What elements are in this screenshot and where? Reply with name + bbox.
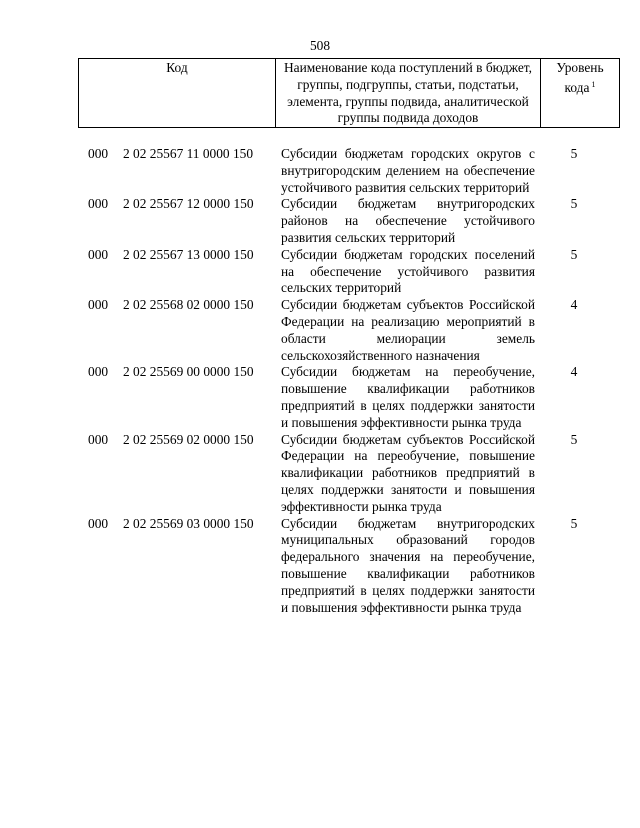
row-level: 5 xyxy=(570,431,578,447)
row-level: 4 xyxy=(570,364,578,380)
table-header xyxy=(78,58,620,128)
header-level xyxy=(541,59,620,128)
row-agency-code: 000 xyxy=(88,431,109,447)
row-income-code: 2 02 25568 02 0000 150 xyxy=(123,297,254,313)
table-body xyxy=(0,146,640,616)
table-row xyxy=(0,432,640,516)
row-name: Субсидии бюджетам городских поселений на обеспечение устойчивого развития сельских территорий xyxy=(281,246,535,296)
row-income-code: 2 02 25567 13 0000 150 xyxy=(123,246,254,262)
row-name: Субсидии бюджетам на переобучение, повышение квалификации работников предприятий в целях поддержки занятости и повышения эффективности рынка труда xyxy=(281,364,535,430)
row-level: 5 xyxy=(570,196,578,212)
header-level-footnote: 1 xyxy=(591,79,596,89)
header-name-label: Наименование кода поступлений в бюджет, группы, подгруппы, статьи, подстатьи, элемента, группы подвида, аналитической группы подвида доходов xyxy=(284,60,532,126)
header-code-label: Код xyxy=(166,60,188,75)
row-level: 4 xyxy=(570,297,578,313)
row-name: Субсидии бюджетам субъектов Российской Федерации на реализацию мероприятий в области мелиорации земель сельскохозяйственного назначения xyxy=(281,297,535,363)
row-name: Субсидии бюджетам внутригородских районов на обеспечение устойчивого развития сельских территорий xyxy=(281,196,535,245)
row-agency-code: 000 xyxy=(88,364,109,380)
row-agency-code: 000 xyxy=(88,146,109,161)
row-level: 5 xyxy=(570,146,578,161)
row-agency-code: 000 xyxy=(88,515,109,531)
table-row xyxy=(0,196,640,246)
header-level-line1: Уровень xyxy=(556,60,604,75)
row-income-code: 2 02 25567 11 0000 150 xyxy=(123,146,254,161)
row-name: Субсидии бюджетам городских округов с внутригородским делением на обеспечение устойчивого развития сельских территорий xyxy=(281,146,535,195)
header-level-label: кода xyxy=(564,79,590,95)
row-income-code: 2 02 25569 00 0000 150 xyxy=(123,364,254,380)
header-level-line2 xyxy=(545,77,615,97)
table-row xyxy=(0,516,640,617)
row-name: Субсидии бюджетам внутригородских муниципальных образований городов федерального значения на переобучение, повышение квалификации работников предприятий в целях поддержки занятости и повышения эффективности рынка труда xyxy=(281,515,535,615)
row-agency-code: 000 xyxy=(88,246,109,262)
row-agency-code: 000 xyxy=(88,297,109,313)
row-level: 5 xyxy=(570,515,578,531)
table-row xyxy=(0,364,640,431)
page-number: 508 xyxy=(309,38,331,53)
row-income-code: 2 02 25569 02 0000 150 xyxy=(123,431,254,447)
row-income-code: 2 02 25569 03 0000 150 xyxy=(123,515,254,531)
header-name xyxy=(276,59,541,128)
row-level: 5 xyxy=(570,246,578,262)
table-row xyxy=(0,146,640,196)
row-agency-code: 000 xyxy=(88,196,109,212)
row-name: Субсидии бюджетам субъектов Российской Федерации на переобучение, повышение квалификации работников предприятий в целях поддержки занятости и повышения эффективности рынка труда xyxy=(281,431,535,514)
table-row xyxy=(0,297,640,364)
row-income-code: 2 02 25567 12 0000 150 xyxy=(123,196,254,212)
header-code xyxy=(79,59,276,128)
table-row xyxy=(0,247,640,297)
